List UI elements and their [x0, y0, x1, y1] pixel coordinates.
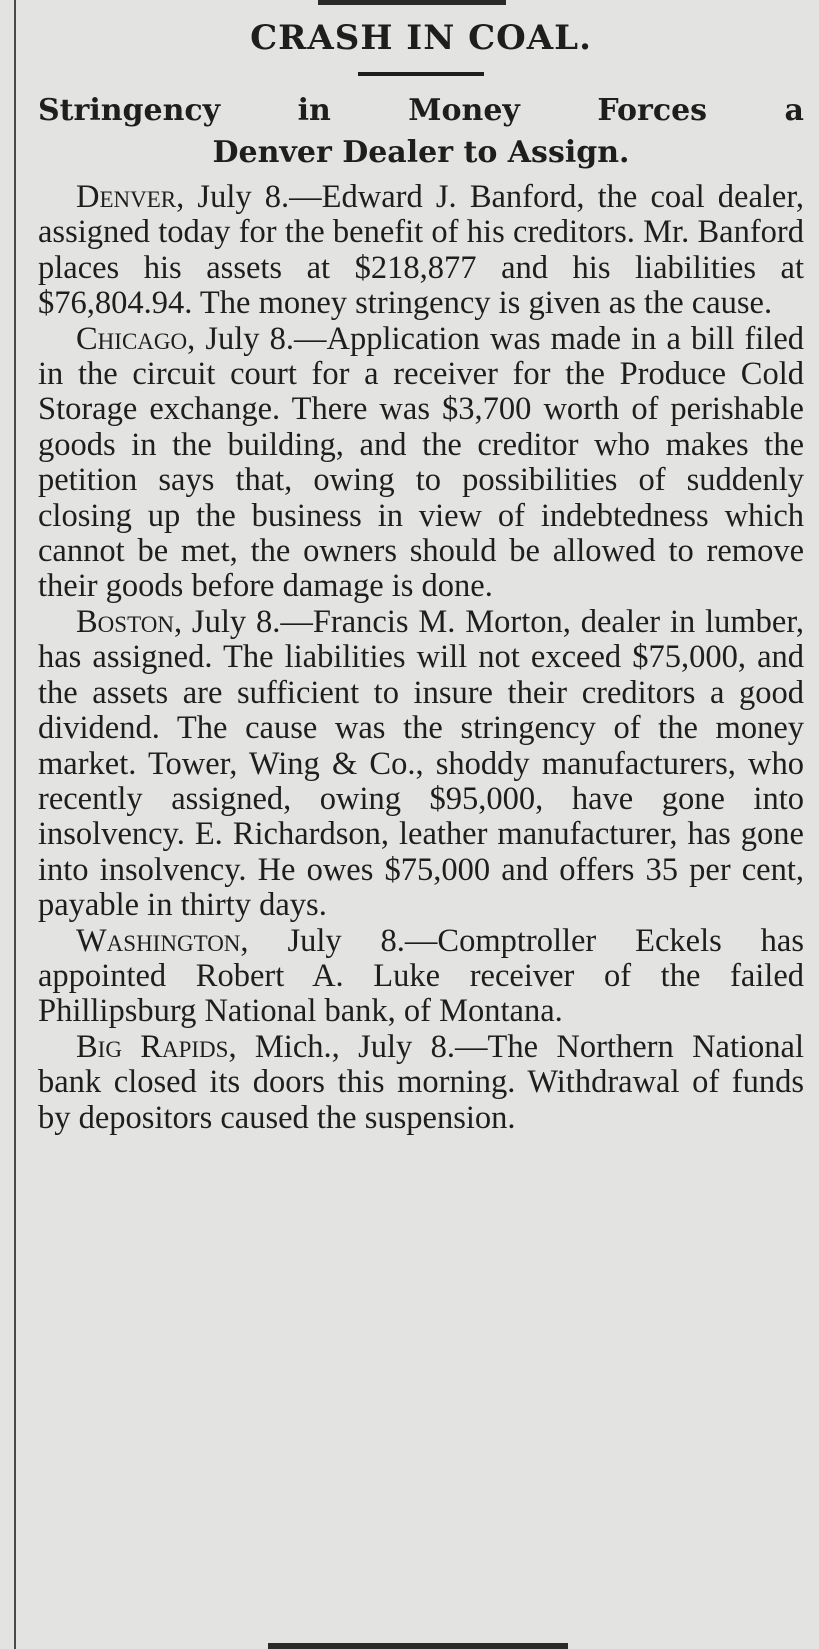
paragraph-text-boston: , July 8.—Francis M. Morton, dealer in lumber, has assigned. The liabilities will not exceed $75,000, and the assets are sufficient to insure their creditors a good dividend. The cause was the stringency of the money market. Tower, Wing & Co., shoddy manufacturers, who recently assigned, owing $95,000, have gone into insolvency. E. Richardson, leather manufacturer, has gone into insolvency. He owes $75,000 and offers 35 per cent, payable in thirty days. [38, 603, 804, 924]
paragraph-chicago [38, 322, 804, 605]
article-headline: CRASH IN COAL. [250, 18, 592, 58]
dateline-denver: Denver [76, 179, 177, 215]
dateline-boston: Boston [76, 603, 174, 640]
subhead-line-1: Stringency in Money Forces a [38, 93, 804, 128]
paragraph-boston [38, 605, 804, 924]
news-article [38, 14, 804, 1136]
paragraph-text-chicago: , July 8.—Application was made in a bill filed in the circuit court for a receiver for the Produce Cold Storage exchange. There was $3,700 worth of perishable goods in the building, and the creditor who makes the petition says that, owing to possibilities of suddenly closing up the business in view of indebtedness which cannot be met, the owners should be allowed to remove their goods before damage is done. [38, 320, 804, 605]
dateline-big-rapids: Big Rapids [76, 1028, 229, 1065]
bottom-divider-bar [268, 1643, 568, 1649]
paragraph-big-rapids [38, 1030, 804, 1136]
paragraph-text-washington: , July 8.—Comptroller Eckels has appointed Robert A. Luke receiver of the failed Phillipsburg National bank, of Montana. [38, 922, 804, 1030]
paragraph-denver [38, 180, 804, 322]
top-divider-bar [318, 0, 506, 5]
headline-divider [358, 72, 484, 76]
subhead-line-2: Denver Dealer to Assign. [212, 135, 630, 170]
paragraph-text-denver: , July 8.—Edward J. Banford, the coal dealer, assigned today for the benefit of his creditors. Mr. Banford places his assets at $218,877 and his liabilities at $76,804.94. The money stringency is given as the cause. [38, 179, 804, 322]
dateline-washington: Washington [76, 922, 241, 959]
paragraph-washington [38, 924, 804, 1030]
dateline-chicago: Chicago [76, 320, 188, 357]
article-subhead [38, 90, 804, 174]
column-rule [14, 0, 16, 1649]
paragraph-text-big-rapids: , Mich., July 8.—The Northern National bank closed its doors this morning. Withdrawal of funds by depositors caused the suspension. [38, 1028, 804, 1136]
